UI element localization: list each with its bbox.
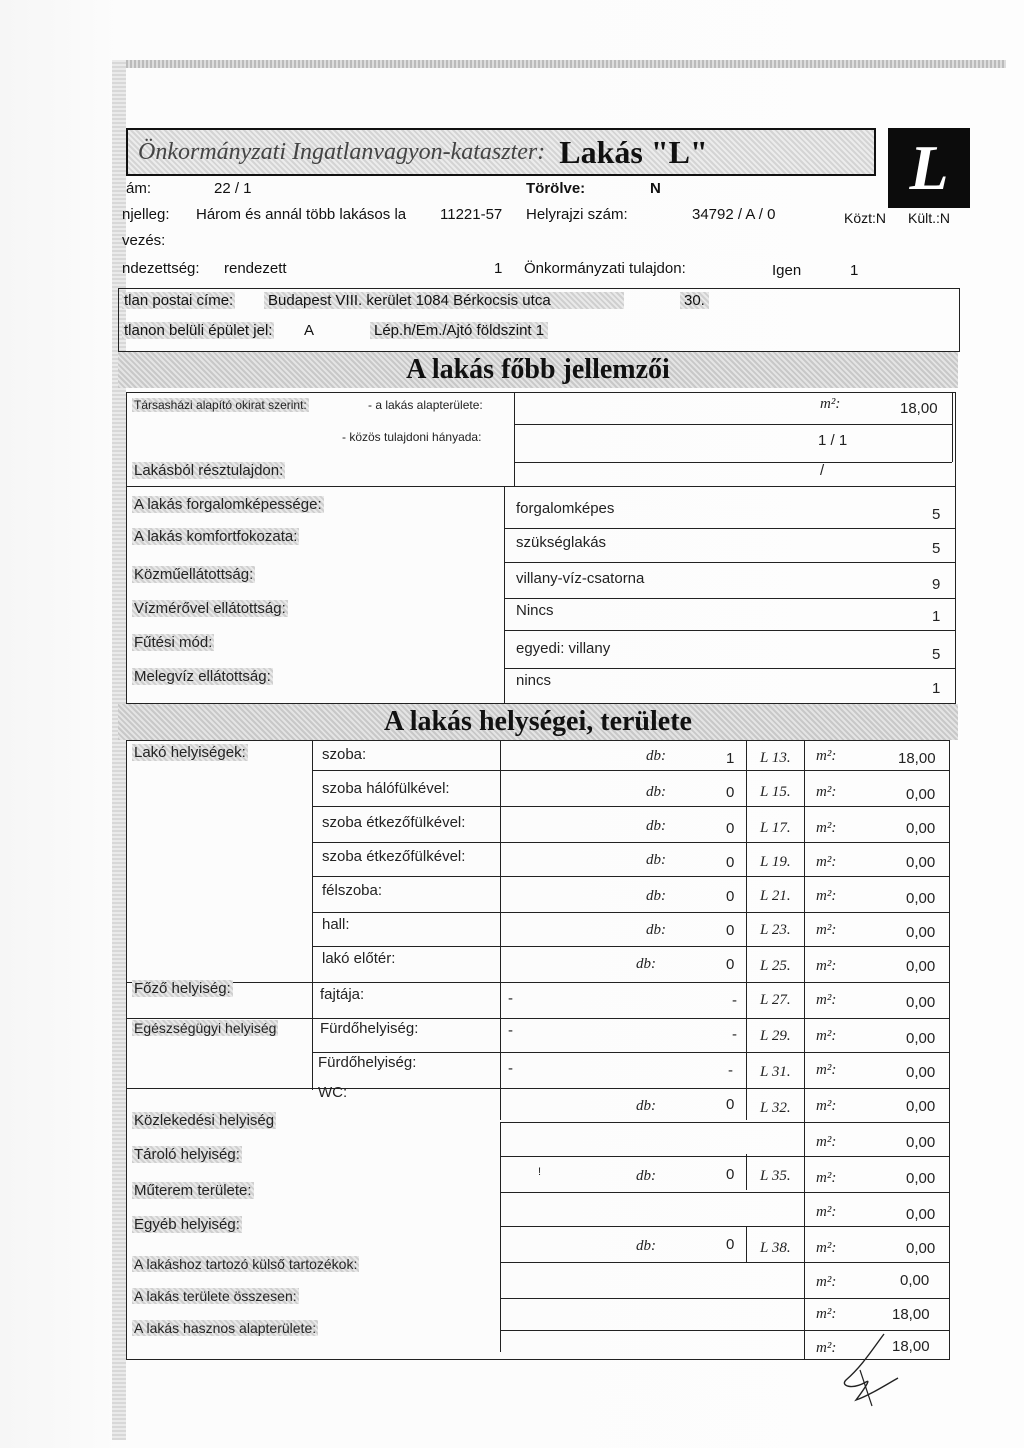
db-label: db: [646, 818, 666, 834]
postai-value: Budapest VIII. kerület 1084 Bérkocsis utca [264, 292, 624, 309]
hanyad-label: - közös tulajdoni hányada: [342, 430, 482, 444]
db-label: db: [636, 956, 656, 972]
jelleg-label: njelleg: [122, 206, 170, 223]
room-code: L 23. [760, 922, 791, 938]
vline [952, 392, 953, 462]
jelleg-code: 11221-57 [440, 206, 503, 223]
hline [500, 1262, 950, 1263]
other-mark: ! [538, 1166, 542, 1178]
jellemzo-label: Közműellátottság: [134, 566, 254, 583]
service-name: fajtája: [320, 986, 365, 1003]
m2-label: m²: [816, 958, 837, 974]
room-db: 0 [726, 888, 735, 905]
hline [312, 842, 950, 843]
room-code: L 19. [760, 854, 791, 870]
other-label: A lakás területe összesen: [134, 1288, 297, 1304]
m2-label: m²: [816, 820, 837, 836]
helyrajzi-label: Helyrajzi szám: [526, 206, 628, 223]
other-m2: 18,00 [892, 1306, 930, 1323]
room-m2: 0,00 [906, 820, 936, 837]
db-label: db: [646, 922, 666, 938]
vline [746, 1154, 747, 1190]
jellemzo-code: 5 [932, 646, 941, 663]
m2-label: m²: [816, 992, 837, 1008]
db-label: db: [646, 888, 666, 904]
service-code: L 32. [760, 1100, 791, 1116]
jellemzo-label: Vízmérővel ellátottság: [134, 600, 286, 617]
m2-label: m²: [816, 1204, 837, 1220]
top-rule [126, 60, 1006, 68]
rendezettseg-label: ndezettség: [122, 260, 200, 277]
service-db: 0 [726, 1096, 735, 1113]
room-code: L 17. [760, 820, 791, 836]
nevezes-label: vezés: [122, 232, 166, 249]
other-m2: 0,00 [906, 1206, 936, 1223]
room-name: szoba étkezőfülkével: [322, 814, 466, 831]
header-title [126, 128, 876, 176]
m2-label: m²: [816, 1062, 837, 1078]
room-db: 0 [726, 854, 735, 871]
service-mid: - [732, 992, 737, 1009]
alapterulet-unit: m²: [820, 396, 841, 412]
room-name: félszoba: [322, 882, 383, 899]
jellemzo-value: nincs [516, 672, 552, 689]
alapterulet-value: 18,00 [900, 400, 938, 417]
resztulajdon-value: / [820, 462, 825, 479]
hline [312, 946, 950, 947]
room-code: L 25. [760, 958, 791, 974]
jellemzo-code: 5 [932, 506, 941, 523]
m2-label: m²: [816, 1028, 837, 1044]
room-name: szoba étkezőfülkével: [322, 848, 466, 865]
m2-label: m²: [816, 1170, 837, 1186]
jellemzo-code: 9 [932, 576, 941, 593]
group-fozo: Főző helyiség: [134, 980, 231, 997]
other-label: Tároló helyiség: [134, 1146, 240, 1163]
torolve-label: Törölve: [526, 180, 586, 197]
service-name: WC: [318, 1084, 348, 1101]
postai-num: 30. [680, 292, 709, 309]
room-db: 1 [726, 750, 735, 767]
vline [746, 740, 747, 1120]
hline [126, 1018, 950, 1019]
vline [746, 1226, 747, 1262]
hline [504, 528, 956, 529]
hline [312, 912, 950, 913]
service-name: Fürdőhelyiség: [318, 1054, 417, 1071]
room-db: 0 [726, 922, 735, 939]
service-m2: 0,00 [906, 1098, 936, 1115]
jelleg-value: Három és annál több lakásos la [196, 206, 407, 223]
db-label: db: [646, 852, 666, 868]
vline [514, 392, 515, 486]
service-m2: 0,00 [906, 1064, 936, 1081]
szam-value: 22 / 1 [214, 180, 252, 197]
jellemzo-code: 5 [932, 540, 941, 557]
room-db: 0 [726, 820, 735, 837]
service-code: L 29. [760, 1028, 791, 1044]
hline [126, 486, 956, 487]
other-m2: 0,00 [906, 1170, 936, 1187]
m2-label: m²: [816, 748, 837, 764]
hline [500, 1192, 950, 1193]
other-m2: 0,00 [906, 1240, 936, 1257]
other-label: Egyéb helyiség: [134, 1216, 240, 1233]
room-name: szoba hálófülkével: [322, 780, 450, 797]
alapterulet-label: - a lakás alapterülete: [368, 398, 483, 412]
other-label: A lakáshoz tartozó külső tartozékok: [134, 1256, 358, 1272]
db-label: db: [646, 748, 666, 764]
db-label: db: [636, 1168, 656, 1184]
room-db: 0 [726, 956, 735, 973]
group-egeszseg: Egészségügyi helyiség [134, 1020, 277, 1036]
hline [312, 1052, 950, 1053]
section2-title: A lakás helységei, területe [118, 704, 958, 740]
jellemzo-value: szükséglakás [516, 534, 607, 551]
other-label: Közlekedési helyiség [134, 1112, 275, 1129]
hline [504, 630, 956, 631]
onkorm-code: 1 [850, 262, 859, 279]
hline [514, 462, 952, 463]
vline [504, 486, 505, 704]
vline [312, 740, 313, 1090]
m2-label: m²: [816, 784, 837, 800]
title-main: Lakás "L" [559, 133, 708, 170]
kozt: Közt:N [844, 210, 887, 226]
room-db: 0 [726, 784, 735, 801]
room-m2: 0,00 [906, 786, 936, 803]
service-mid: - [732, 1026, 737, 1043]
room-name: lakó előtér: [322, 950, 396, 967]
m2-label: m²: [816, 922, 837, 938]
hline [504, 598, 956, 599]
kult: Kült.:N [908, 210, 951, 226]
m2-label: m²: [816, 1098, 837, 1114]
other-code: L 38. [760, 1240, 791, 1256]
room-name: szoba: [322, 746, 367, 763]
service-name: Fürdőhelyiség: [320, 1020, 419, 1037]
jellemzo-value: Nincs [516, 602, 554, 619]
hline [500, 1156, 950, 1157]
db-label: db: [636, 1238, 656, 1254]
jellemzo-value: forgalomképes [516, 500, 615, 517]
signature-mark [832, 1330, 912, 1410]
group-lako: Lakó helyiségek: [134, 744, 246, 761]
service-left: - [508, 1022, 513, 1039]
db-label: db: [636, 1098, 656, 1114]
hline [126, 982, 950, 983]
other-label: A lakás hasznos alapterülete: [134, 1320, 317, 1336]
epulet-label: tlanon belüli épület jel: [124, 322, 273, 339]
onkorm-value: Igen [772, 262, 802, 279]
hline [312, 770, 950, 771]
lepcso: Lép.h/Em./Ajtó földszint 1 [370, 322, 548, 339]
torolve-value: N [650, 180, 661, 197]
other-db: 0 [726, 1236, 735, 1253]
m2-label: m²: [816, 1274, 837, 1290]
hline [500, 1122, 950, 1123]
rendezettseg-value: rendezett [224, 260, 287, 277]
service-left: - [508, 990, 513, 1007]
service-m2: 0,00 [906, 1030, 936, 1047]
room-code: L 21. [760, 888, 791, 904]
m2-label: m²: [816, 1340, 837, 1356]
m2-label: m²: [816, 854, 837, 870]
badge-L: L [888, 128, 970, 208]
hanyad-value: 1 / 1 [818, 432, 848, 449]
jellemzo-code: 1 [932, 680, 941, 697]
room-m2: 0,00 [906, 924, 936, 941]
room-m2: 0,00 [906, 890, 936, 907]
other-m2: 0,00 [900, 1272, 930, 1289]
onkorm-label: Önkormányzati tulajdon: [524, 260, 686, 277]
jellemzo-label: A lakás forgalomképessége: [134, 496, 322, 513]
room-name: hall: [322, 916, 350, 933]
m2-label: m²: [816, 1240, 837, 1256]
service-code: L 27. [760, 992, 791, 1008]
hline [312, 806, 950, 807]
room-m2: 0,00 [906, 958, 936, 975]
jellemzo-label: Fűtési mód: [134, 634, 213, 651]
jellemzo-value: egyedi: villany [516, 640, 611, 657]
m2-label: m²: [816, 888, 837, 904]
title-prefix: Önkormányzati Ingatlanvagyon-kataszter: [138, 138, 546, 165]
alapito-label: Társasházi alapító okirat szerint: [134, 398, 307, 412]
hline [504, 562, 956, 563]
m2-label: m²: [816, 1134, 837, 1150]
resztulajdon-label: Lakásból résztulajdon: [134, 462, 284, 479]
m2-label: m²: [816, 1306, 837, 1322]
postai-label: tlan postai címe: [124, 292, 234, 309]
service-left: - [508, 1060, 513, 1077]
helyrajzi-value: 34792 / A / 0 [692, 206, 776, 223]
hline [500, 1298, 950, 1299]
room-code: L 13. [760, 750, 791, 766]
room-code: L 15. [760, 784, 791, 800]
hline [514, 424, 952, 425]
hline [500, 1226, 950, 1227]
jellemzo-code: 1 [932, 608, 941, 625]
service-m2: 0,00 [906, 994, 936, 1011]
other-db: 0 [726, 1166, 735, 1183]
hline [312, 876, 950, 877]
jellemzo-label: Melegvíz ellátottság: [134, 668, 271, 685]
jellemzo-value: villany-víz-csatorna [516, 570, 645, 587]
jellemzo-label: A lakás komfortfokozata: [134, 528, 298, 545]
hline [126, 1088, 950, 1089]
rendezettseg-code: 1 [494, 260, 503, 277]
db-label: db: [646, 784, 666, 800]
section1-title: A lakás főbb jellemzői [118, 352, 958, 388]
other-m2: 18,00 [892, 1338, 930, 1355]
hline [504, 668, 956, 669]
other-code: L 35. [760, 1168, 791, 1184]
service-mid: - [728, 1062, 733, 1079]
other-m2: 0,00 [906, 1134, 936, 1151]
epulet-value: A [304, 322, 315, 339]
room-m2: 0,00 [906, 854, 936, 871]
service-code: L 31. [760, 1064, 791, 1080]
szam-label: ám: [126, 180, 152, 197]
other-label: Műterem területe: [134, 1182, 252, 1199]
vline [804, 740, 805, 1360]
vline [500, 740, 501, 1120]
room-m2: 18,00 [898, 750, 936, 767]
